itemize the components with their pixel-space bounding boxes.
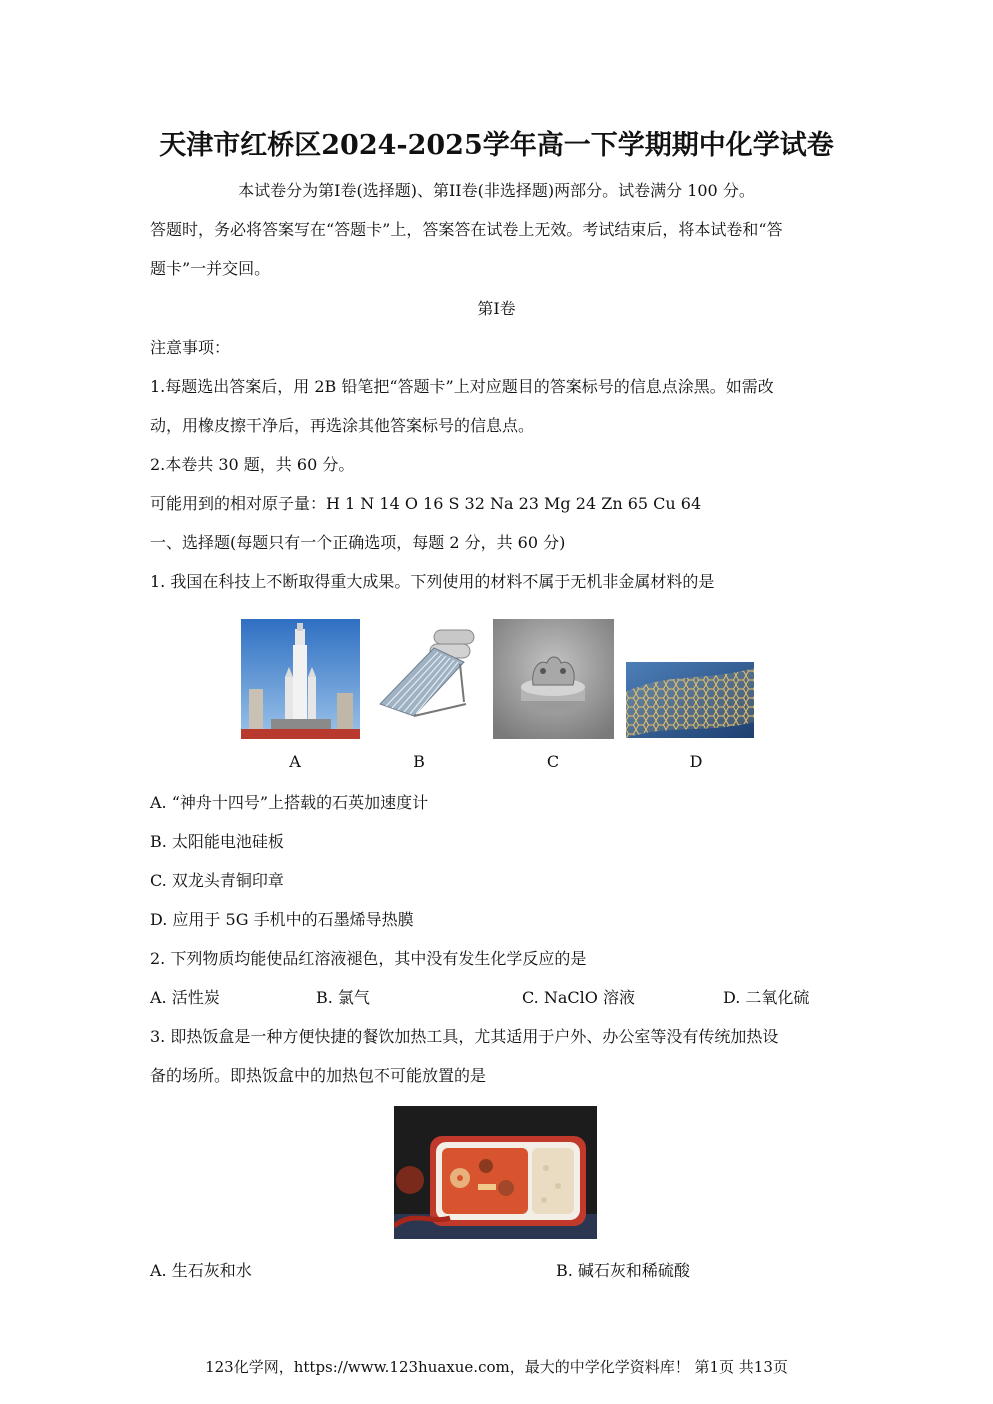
image-label-b: B xyxy=(413,752,425,771)
notice-item-2: 2.本卷共 30 题，共 60 分。 xyxy=(150,455,355,474)
bronze-seal-image xyxy=(493,619,614,739)
q2-option-a: A. 活性炭 xyxy=(150,988,220,1007)
atomic-masses: 可能用到的相对原子量：H 1 N 14 O 16 S 32 Na 23 Mg 24 Zn 65 Cu 64 xyxy=(150,494,702,513)
q3-option-a: A. 生石灰和水 xyxy=(150,1261,252,1280)
q3-option-b: B. 碱石灰和稀硫酸 xyxy=(556,1261,690,1280)
hot-pot-box-image xyxy=(394,1106,597,1239)
notice-item-1-cont: 动，用橡皮擦干净后，再选涂其他答案标号的信息点。 xyxy=(150,416,535,435)
intro-line-2: 答题时，务必将答案写在“答题卡”上，答案答在试卷上无效。考试结束后，将本试卷和“答 xyxy=(150,220,783,239)
q1-option-b: B. 太阳能电池硅板 xyxy=(150,832,284,851)
q2-stem: 2. 下列物质均能使品红溶液褪色，其中没有发生化学反应的是 xyxy=(150,949,587,968)
intro-line-3: 题卡”一并交回。 xyxy=(150,259,271,278)
q1-option-d: D. 应用于 5G 手机中的石墨烯导热膜 xyxy=(150,910,414,929)
image-label-a: A xyxy=(289,752,301,771)
graphene-image xyxy=(626,662,754,738)
q1-option-a: A. “神舟十四号”上搭载的石英加速度计 xyxy=(150,793,429,812)
q3-stem-cont: 备的场所。即热饭盒中的加热包不可能放置的是 xyxy=(150,1066,487,1085)
page-footer: 123化学网，https://www.123huaxue.com，最大的中学化学资料库！ 第1页 共13页 xyxy=(205,1358,788,1376)
notice-heading: 注意事项： xyxy=(150,338,231,357)
image-label-d: D xyxy=(689,752,703,771)
notice-item-1: 1.每题选出答案后，用 2B 铅笔把“答题卡”上对应题目的答案标号的信息点涂黑。如需改 xyxy=(150,377,774,396)
solar-heater-image xyxy=(374,626,478,720)
intro-line-1: 本试卷分为第I卷(选择题)、第II卷(非选择题)两部分。试卷满分 100 分。 xyxy=(238,181,755,200)
q1-option-c: C. 双龙头青铜印章 xyxy=(150,871,284,890)
part-heading: 一、选择题(每题只有一个正确选项，每题 2 分，共 60 分) xyxy=(150,533,566,552)
q1-stem: 1. 我国在科技上不断取得重大成果。下列使用的材料不属于无机非金属材料的是 xyxy=(150,572,715,591)
rocket-image xyxy=(241,619,360,739)
image-label-c: C xyxy=(546,752,560,771)
section-title: 第I卷 xyxy=(477,299,516,318)
q3-stem: 3. 即热饭盒是一种方便快捷的餐饮加热工具，尤其适用于户外、办公室等没有传统加热设 xyxy=(150,1027,779,1046)
q2-option-b: B. 氯气 xyxy=(316,988,370,1007)
page-title: 天津市红桥区2024-2025学年高一下学期期中化学试卷 xyxy=(159,130,834,161)
q2-option-d: D. 二氧化硫 xyxy=(723,988,810,1007)
q2-option-c: C. NaClO 溶液 xyxy=(522,988,635,1007)
